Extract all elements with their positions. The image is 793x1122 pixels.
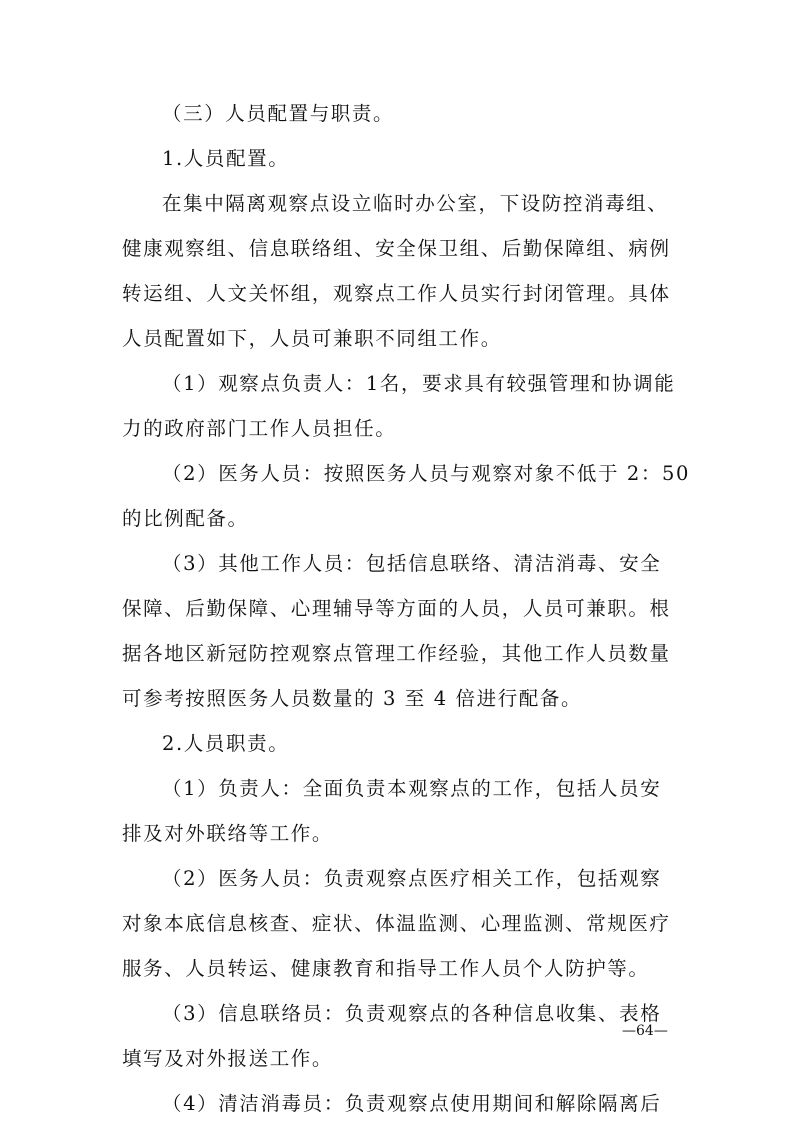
list-item-line: 可参考按照医务人员数量的 3 至 4 倍进行配备。 — [122, 687, 583, 710]
paragraph-line: 健康观察组、信息联络组、安全保卫组、后勤保障组、病例 — [122, 237, 671, 260]
list-item-line: （2）医务人员：负责观察点医疗相关工作，包括观察 — [162, 867, 662, 890]
section-heading: （三）人员配置与职责。 — [162, 102, 395, 125]
list-item-line: 的比例配备。 — [122, 507, 249, 530]
list-item-line: 排及对外联络等工作。 — [122, 822, 334, 845]
list-item-line: 服务、人员转运、健康教育和指导工作人员个人防护等。 — [122, 957, 650, 980]
list-item-line: （3）信息联络员：负责观察点的各种信息收集、表格 — [162, 1002, 662, 1025]
subsection-heading-duties: 2.人员职责。 — [162, 732, 290, 755]
list-item-line: 力的政府部门工作人员担任。 — [122, 417, 397, 440]
list-item-line: 填写及对外报送工作。 — [122, 1047, 334, 1070]
paragraph-line: 转运组、人文关怀组，观察点工作人员实行封闭管理。具体 — [122, 282, 671, 305]
list-item-line: 对象本底信息核查、症状、体温监测、心理监测、常规医疗 — [122, 912, 671, 935]
paragraph-line: 人员配置如下，人员可兼职不同组工作。 — [122, 327, 502, 350]
list-item-line: （4）清洁消毒员：负责观察点使用期间和解除隔离后 — [162, 1092, 662, 1115]
paragraph-line: 在集中隔离观察点设立临时办公室，下设防控消毒组、 — [162, 192, 669, 215]
page-number: —64— — [622, 1023, 668, 1039]
list-item-line: （2）医务人员：按照医务人员与观察对象不低于 2：50 — [162, 462, 691, 485]
list-item-line: 据各地区新冠防控观察点管理工作经验，其他工作人员数量 — [122, 642, 671, 665]
list-item-line: （1）观察点负责人：1名，要求具有较强管理和协调能 — [162, 372, 676, 395]
list-item-line: （3）其他工作人员：包括信息联络、清洁消毒、安全 — [162, 552, 662, 575]
list-item-line: 保障、后勤保障、心理辅导等方面的人员，人员可兼职。根 — [122, 597, 671, 620]
subsection-heading-staffing: 1.人员配置。 — [162, 147, 290, 170]
list-item-line: （1）负责人：全面负责本观察点的工作，包括人员安 — [162, 777, 662, 800]
